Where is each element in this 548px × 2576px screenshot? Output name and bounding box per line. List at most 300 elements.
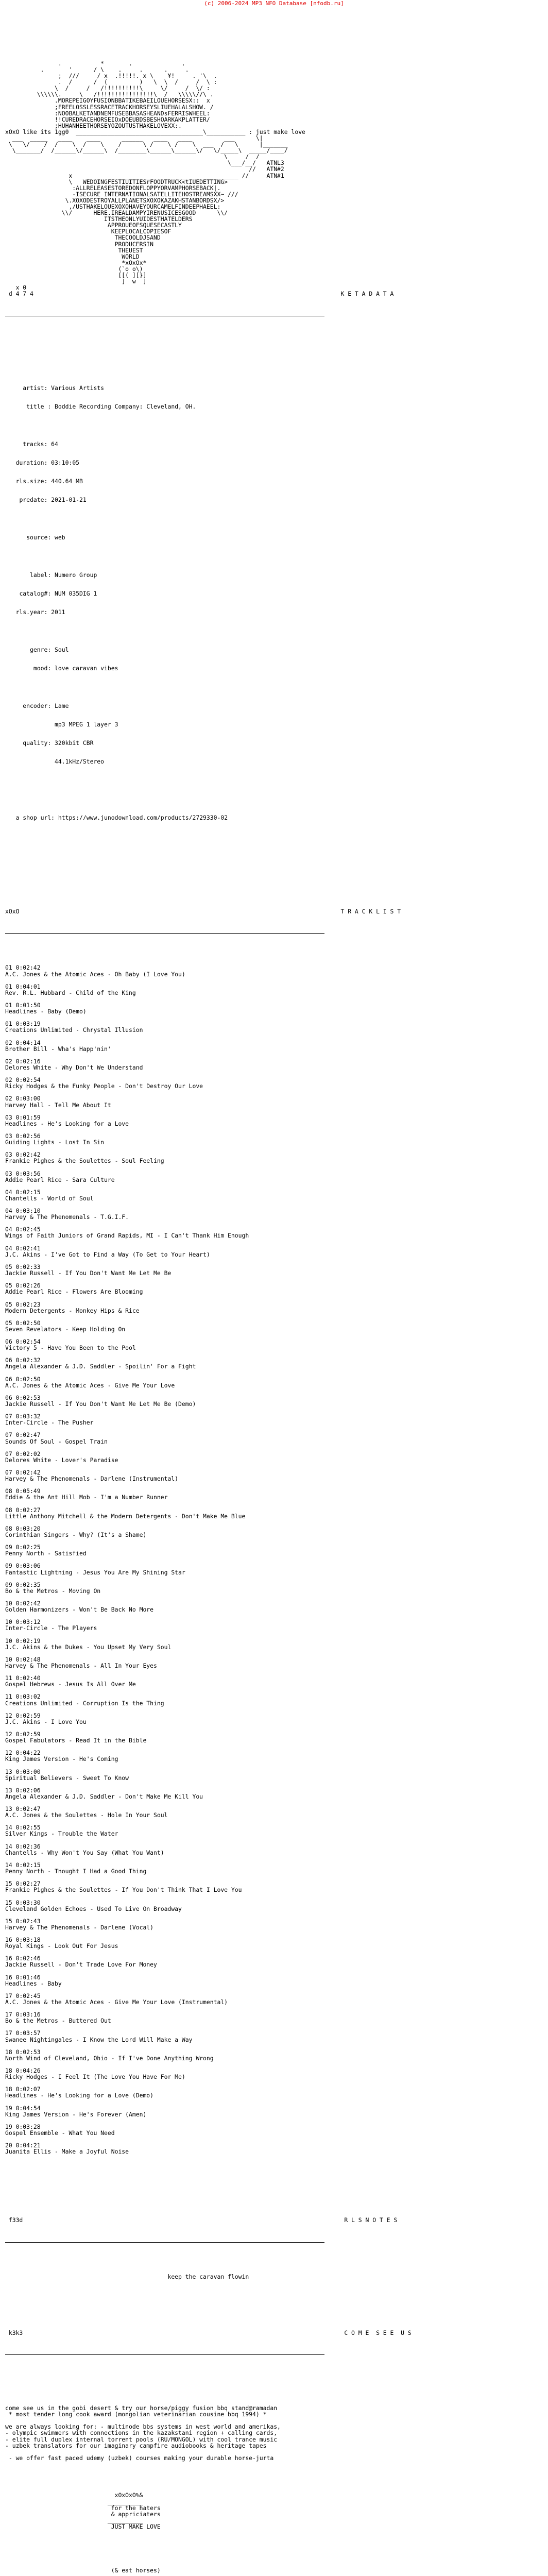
track-number: 06 bbox=[5, 1394, 12, 1401]
track-time: 0:04:14 bbox=[15, 1039, 41, 1046]
ascii-art-line: x 0 bbox=[5, 284, 27, 292]
divider bbox=[5, 927, 324, 934]
track-number: 01 bbox=[5, 964, 12, 972]
track-title: Jackie Russell - If You Don't Want Me Let Me Be bbox=[5, 1269, 172, 1277]
track-time: 0:02:32 bbox=[15, 1357, 41, 1364]
track-title: Penny North - Thought I Had a Good Thing bbox=[5, 1868, 147, 1875]
track-title: Juanita Ellis - Make a Joyful Noise bbox=[5, 2148, 129, 2156]
meta-genre: genre: Soul bbox=[30, 646, 69, 653]
track-number: 04 bbox=[5, 1244, 12, 1252]
track-entry bbox=[5, 1395, 543, 1413]
track-entry bbox=[5, 1544, 543, 1563]
ascii-art-line: ;FREELOSSLESSRACETRACKHORSEYSLIUEHALALSHOW. / bbox=[5, 103, 214, 111]
track-number: 04 bbox=[5, 1207, 12, 1215]
track-time: 0:02:56 bbox=[15, 1132, 41, 1140]
track-entry bbox=[5, 1226, 543, 1245]
track-title: Jackie Russell - If You Don't Want Me Let Me Be (Demo) bbox=[5, 1400, 196, 1408]
track-time: 0:02:53 bbox=[15, 1394, 41, 1401]
track-number: 17 bbox=[5, 1992, 12, 1999]
track-number: 08 bbox=[5, 1524, 12, 1532]
track-time: 0:03:19 bbox=[15, 1020, 41, 1028]
meta-quality-2: 44.1kHz/Stereo bbox=[55, 758, 105, 766]
meta-title: title : Boddie Recording Company: Cleveland, OH. bbox=[26, 403, 196, 410]
track-time: 0:02:42 bbox=[15, 1469, 41, 1477]
track-time: 0:02:42 bbox=[15, 1151, 41, 1159]
contact-line: - we offer fast paced udemy (uzbek) courses making your durable horse-jurta bbox=[5, 2454, 274, 2462]
track-number: 17 bbox=[5, 2011, 12, 2019]
tracklist bbox=[5, 964, 543, 2161]
divider bbox=[5, 2236, 324, 2243]
track-time: 0:02:55 bbox=[15, 1824, 41, 1832]
meta-rls-year: rls.year: 2011 bbox=[15, 608, 65, 616]
divider bbox=[5, 2348, 324, 2355]
track-number: 15 bbox=[5, 1917, 12, 1925]
ascii-art-line: x ___________________________________________ // ATN#1 bbox=[5, 172, 284, 179]
track-title: Delores White - Why Don't We Understand bbox=[5, 1063, 143, 1071]
track-entry bbox=[5, 1413, 543, 1432]
track-title: Angela Alexander & J.D. Saddler - Spoilin' For a Fight bbox=[5, 1363, 196, 1370]
track-title: Penny North - Satisfied bbox=[5, 1550, 87, 1557]
track-number-time bbox=[5, 1769, 543, 1775]
track-title: A.C. Jones & the Atomic Aces - Oh Baby (I Love You) bbox=[5, 970, 185, 978]
track-entry bbox=[5, 1900, 543, 1918]
track-title: Angela Alexander & J.D. Saddler - Don't Make Me Kill You bbox=[5, 1792, 203, 1800]
footer-line bbox=[5, 2542, 543, 2548]
track-time: 0:01:59 bbox=[15, 1113, 41, 1121]
ascii-art-line: . / / ( ) \ \ / / \ : bbox=[5, 78, 217, 86]
track-number: 09 bbox=[5, 1581, 12, 1588]
track-time: 0:02:27 bbox=[15, 1880, 41, 1888]
ascii-art-line: ; /// / x .!!!!!. x \ ¥! . '\ . bbox=[5, 72, 217, 80]
ascii-art-line: ___ _____ ____ ____ ______ ____ ____ ___ \| bbox=[5, 134, 263, 142]
track-entry bbox=[5, 1787, 543, 1806]
track-entry bbox=[5, 2086, 543, 2105]
ascii-art-line: \_______/ /______\/______\ /________\______\______\/ \/_____\ _____/____/ bbox=[5, 147, 288, 155]
meta-quality: quality: 320kbit CBR bbox=[23, 739, 94, 747]
meta-shop-url[interactable]: a shop url: https://www.junodownload.com/products/2729330-02 bbox=[15, 814, 228, 822]
track-number: 03 bbox=[5, 1170, 12, 1177]
track-time: 0:02:54 bbox=[15, 1076, 41, 1084]
track-number: 01 bbox=[5, 1002, 12, 1009]
ascii-art-line: !!CUREDRACEHORSEIOxDOEUBDSBESHOARKAKPLATTER/ bbox=[5, 115, 217, 123]
track-time: 0:02:50 bbox=[15, 1375, 41, 1383]
track-entry bbox=[5, 1208, 543, 1226]
track-number: 10 bbox=[5, 1637, 12, 1645]
track-number: 07 bbox=[5, 1450, 12, 1458]
track-number-time bbox=[5, 1095, 543, 1101]
track-title: Brother Bill - Wha's Happ'nin' bbox=[5, 1045, 111, 1053]
track-title: Royal Kings - Look Out For Jesus bbox=[5, 1942, 118, 1950]
ascii-art-line: \ / / bbox=[5, 153, 260, 161]
footer-art bbox=[5, 2492, 543, 2573]
track-time: 0:03:00 bbox=[15, 1768, 41, 1775]
track-number: 12 bbox=[5, 1749, 12, 1757]
contact-body bbox=[5, 2405, 543, 2461]
track-number-time bbox=[5, 1376, 543, 1382]
ascii-art-line bbox=[5, 35, 543, 41]
notes-header: f33d R L S N O T E S bbox=[5, 2216, 398, 2224]
track-time: 0:02:27 bbox=[15, 1506, 41, 1514]
track-number: 18 bbox=[5, 2067, 12, 2075]
track-entry bbox=[5, 1862, 543, 1880]
track-time: 0:05:49 bbox=[15, 1487, 41, 1495]
track-entry bbox=[5, 1750, 543, 1768]
track-title: Corinthian Singers - Why? (It's a Shame) bbox=[5, 1531, 147, 1538]
meta-artist: artist: Various Artists bbox=[23, 384, 105, 392]
ascii-art-line bbox=[5, 48, 543, 54]
track-entry bbox=[5, 1171, 543, 1189]
contact-line: - olympic swimmers with connections in the kazakstani region + calling cards, bbox=[5, 2429, 278, 2437]
track-number-time bbox=[5, 1843, 543, 1850]
track-title: Inter-Circle - The Pusher bbox=[5, 1419, 94, 1427]
track-number: 02 bbox=[5, 1076, 12, 1084]
track-number-time bbox=[5, 984, 543, 990]
track-entry bbox=[5, 1955, 543, 1974]
track-number: 05 bbox=[5, 1300, 12, 1308]
footer-line: & appriciaters bbox=[5, 2510, 161, 2518]
track-title: Creations Unlimited - Chrystal Illusion bbox=[5, 1026, 143, 1034]
track-title: Fantastic Lightning - Jesus You Are My Shining Star bbox=[5, 1568, 185, 1576]
track-number-time bbox=[5, 1114, 543, 1121]
ascii-art-line: ;HUHANHEETHORSEYOZOUTUSTHAKELOVEXX:. bbox=[5, 122, 182, 129]
track-entry bbox=[5, 1731, 543, 1750]
track-title: Wings of Faith Juniors of Grand Rapids, MI - I Can't Thank Him Enough bbox=[5, 1232, 249, 1240]
track-time: 0:02:41 bbox=[15, 1244, 41, 1252]
track-number-time bbox=[5, 1582, 543, 1588]
track-number: 04 bbox=[5, 1226, 12, 1233]
track-number-time bbox=[5, 964, 543, 971]
track-time: 0:03:28 bbox=[15, 2123, 41, 2130]
track-time: 0:02:54 bbox=[15, 1338, 41, 1346]
ascii-art-line: THEUEST bbox=[5, 246, 143, 254]
ascii-art-line: WORLD bbox=[5, 252, 140, 260]
contact-line: we are always looking for: - multinode bbs systems in west world and amerikas, bbox=[5, 2423, 281, 2431]
track-number-time bbox=[5, 2030, 543, 2036]
track-title: Delores White - Lover's Paradise bbox=[5, 1456, 118, 1464]
track-title: Inter-Circle - The Players bbox=[5, 1624, 97, 1632]
track-title: J.C. Akins & the Dukes - You Upset My Very Soul bbox=[5, 1643, 172, 1651]
track-time: 0:02:15 bbox=[15, 1188, 41, 1196]
track-time: 0:02:46 bbox=[15, 1955, 41, 1962]
track-number: 13 bbox=[5, 1768, 12, 1775]
ascii-art-line: d 4 7 4 K E T A D A T A bbox=[5, 290, 394, 298]
track-number: 12 bbox=[5, 1711, 12, 1719]
ascii-art-line: . ' / \ . . . . bbox=[5, 65, 189, 73]
track-title: Frankie Pighes & the Soulettes - Soul Feeling bbox=[5, 1157, 164, 1165]
ascii-art-header bbox=[5, 16, 543, 297]
track-entry bbox=[5, 1058, 543, 1077]
track-title: Jackie Russell - Don't Trade Love For Money bbox=[5, 1961, 157, 1969]
track-entry bbox=[5, 1264, 543, 1282]
divider bbox=[5, 310, 324, 316]
footer-line bbox=[5, 2548, 543, 2554]
track-number: 07 bbox=[5, 1431, 12, 1439]
track-time: 0:01:46 bbox=[15, 1973, 41, 1981]
track-number-time bbox=[5, 1713, 543, 1719]
track-number: 16 bbox=[5, 1955, 12, 1962]
notes-body: keep the caravan flowin bbox=[5, 2273, 249, 2281]
track-title: Little Anthony Mitchell & the Modern Detergents - Don't Make Me Blue bbox=[5, 1512, 246, 1520]
track-number: 14 bbox=[5, 1861, 12, 1869]
ascii-art-line: .MOREPEIGOYFUSIONBBATIKEBAEILOUEHORSESX:: x bbox=[5, 97, 210, 105]
track-title: Rev. R.L. Hubbard - Child of the King bbox=[5, 989, 136, 996]
track-entry bbox=[5, 1600, 543, 1619]
track-time: 0:03:57 bbox=[15, 2029, 41, 2037]
track-number: 19 bbox=[5, 2123, 12, 2130]
track-time: 0:03:10 bbox=[15, 1207, 41, 1215]
contact-line: come see us in the gobi desert & try our horse/piggy fusion bbq stand@ramadan bbox=[5, 2404, 278, 2412]
track-entry bbox=[5, 1974, 543, 1993]
contact-line: - uzbek translators for our imaginary campfire audiobooks & heritage tapes bbox=[5, 2442, 267, 2449]
track-number-time bbox=[5, 1638, 543, 1644]
track-time: 0:03:18 bbox=[15, 1936, 41, 1944]
track-number: 11 bbox=[5, 1674, 12, 1682]
track-title: Harvey & The Phenomenals - Darlene (Vocal) bbox=[5, 1923, 154, 1931]
track-number: 13 bbox=[5, 1805, 12, 1813]
track-number: 11 bbox=[5, 1693, 12, 1701]
track-entry bbox=[5, 1806, 543, 1824]
track-entry bbox=[5, 1338, 543, 1357]
track-title: Ricky Hodges & the Funky People - Don't Destroy Our Love bbox=[5, 1082, 203, 1090]
track-entry bbox=[5, 2142, 543, 2161]
track-title: Chantells - World of Soul bbox=[5, 1194, 94, 1202]
track-entry bbox=[5, 1301, 543, 1320]
track-entry bbox=[5, 964, 543, 983]
track-entry bbox=[5, 2011, 543, 2030]
ascii-art-line: :ALLRELEASESTOREDONFLOPPYORVAMPHORSEBACK|. bbox=[5, 184, 221, 192]
footer-line bbox=[5, 2561, 543, 2567]
track-entry bbox=[5, 1189, 543, 1208]
track-entry bbox=[5, 1843, 543, 1862]
ascii-art-line: [[( ][}] bbox=[5, 272, 147, 279]
track-entry bbox=[5, 2105, 543, 2124]
track-title: Bo & the Metros - Buttered Out bbox=[5, 2017, 111, 2025]
track-number: 14 bbox=[5, 1842, 12, 1850]
meta-format: mp3 MPEG 1 layer 3 bbox=[55, 720, 118, 728]
track-entry bbox=[5, 2067, 543, 2086]
track-time: 0:04:01 bbox=[15, 982, 41, 990]
footer-line: for the haters bbox=[5, 2504, 161, 2512]
track-title: Swanee Nightingales - I Know the Lord Will Make a Way bbox=[5, 2036, 193, 2043]
meta-rls-size: rls.size: 440.64 MB bbox=[15, 478, 83, 485]
track-title: North Wind of Cleveland, Ohio - If I've Done Anything Wrong bbox=[5, 2054, 214, 2062]
track-number: 20 bbox=[5, 2142, 12, 2149]
track-time: 0:02:43 bbox=[15, 1917, 41, 1925]
track-entry bbox=[5, 1619, 543, 1637]
ascii-art-line bbox=[5, 42, 543, 48]
ascii-art-line: . * . . bbox=[5, 59, 185, 67]
track-entry bbox=[5, 1638, 543, 1656]
ascii-art-line: \ \/ / / \ / \ / \ / \ / \ ___ / \ |_______ bbox=[5, 141, 288, 148]
track-time: 0:03:56 bbox=[15, 1170, 41, 1177]
ascii-art-line: \.XOXODESTROYALLPLANETSXOXOKAZAKHSTANBORDSX/> bbox=[5, 196, 225, 204]
track-entry bbox=[5, 1488, 543, 1506]
track-title: Gospel Ensemble - What You Need bbox=[5, 2129, 115, 2137]
track-number: 09 bbox=[5, 1562, 12, 1570]
track-number: 07 bbox=[5, 1469, 12, 1477]
track-entry bbox=[5, 1095, 543, 1114]
ascii-art-line: PRODUCERSIN bbox=[5, 240, 154, 248]
track-number: 16 bbox=[5, 1936, 12, 1944]
track-number: 04 bbox=[5, 1188, 12, 1196]
track-number: 06 bbox=[5, 1338, 12, 1346]
track-number-time bbox=[5, 1301, 543, 1308]
meta-tracks: tracks: 64 bbox=[23, 440, 58, 448]
meta-mood: mood: love caravan vibes bbox=[33, 664, 118, 672]
track-title: Spiritual Believers - Sweet To Know bbox=[5, 1774, 129, 1782]
track-time: 0:02:45 bbox=[15, 1992, 41, 1999]
track-time: 0:03:32 bbox=[15, 1413, 41, 1420]
track-number: 08 bbox=[5, 1487, 12, 1495]
track-number: 13 bbox=[5, 1786, 12, 1794]
track-number: 01 bbox=[5, 1020, 12, 1028]
track-number: 15 bbox=[5, 1880, 12, 1888]
track-number-time bbox=[5, 1245, 543, 1251]
track-entry bbox=[5, 1245, 543, 1264]
track-time: 0:03:02 bbox=[15, 1693, 41, 1701]
track-title: Victory 5 - Have You Been to the Pool bbox=[5, 1344, 136, 1352]
track-number-time bbox=[5, 1693, 543, 1700]
track-time: 0:02:36 bbox=[15, 1842, 41, 1850]
track-number-time bbox=[5, 1563, 543, 1569]
track-number: 10 bbox=[5, 1600, 12, 1607]
track-time: 0:03:16 bbox=[15, 2011, 41, 2019]
track-title: Chantells - Why Won't You Say (What You Want) bbox=[5, 1849, 164, 1856]
track-time: 0:02:40 bbox=[15, 1674, 41, 1682]
track-time: 0:02:59 bbox=[15, 1730, 41, 1738]
ascii-art-line: :NOOBALKETANDNEMFUSEBBASASHEANDsFERRISWHEEL: bbox=[5, 109, 214, 117]
track-title: Addie Pearl Rice - Flowers Are Blooming bbox=[5, 1288, 143, 1296]
track-entry bbox=[5, 1582, 543, 1600]
track-entry bbox=[5, 1769, 543, 1787]
ascii-art-line: ITSTHEONLYUIDESTHATELDERS bbox=[5, 215, 193, 223]
track-title: Gospel Fabulators - Read It in the Bible bbox=[5, 1737, 147, 1744]
track-time: 0:02:35 bbox=[15, 1581, 41, 1588]
track-title: Golden Harmonizers - Won't Be Back No More bbox=[5, 1606, 154, 1614]
ascii-art-line: \ WEDOINGFESTIUITIESrFOODTRUCK<tIUEDETTING> bbox=[5, 178, 228, 185]
track-number: 05 bbox=[5, 1263, 12, 1270]
contact-header: k3k3 C O M E S E E U S bbox=[5, 2329, 412, 2336]
track-entry bbox=[5, 1526, 543, 1544]
track-time: 0:02:42 bbox=[15, 964, 41, 972]
track-entry bbox=[5, 1114, 543, 1133]
track-title: Bo & the Metros - Moving On bbox=[5, 1587, 101, 1595]
track-number-time bbox=[5, 1900, 543, 1906]
ascii-art-line: THECOOLDJSAND bbox=[5, 234, 161, 242]
ascii-art-line: ] w ] bbox=[5, 278, 147, 285]
meta-encoder: encoder: Lame bbox=[23, 702, 69, 709]
track-number: 06 bbox=[5, 1357, 12, 1364]
track-title: Creations Unlimited - Corruption Is the Thing bbox=[5, 1699, 164, 1707]
track-number: 16 bbox=[5, 1973, 12, 1981]
track-time: 0:03:12 bbox=[15, 1618, 41, 1626]
track-entry bbox=[5, 1563, 543, 1581]
track-number: 05 bbox=[5, 1319, 12, 1327]
track-title: Seven Revelators - Keep Holding On bbox=[5, 1325, 126, 1333]
track-entry bbox=[5, 1880, 543, 1899]
track-entry bbox=[5, 1282, 543, 1301]
ascii-art-line: xOxO like its 1gg0 ____________________________________\___________ : just make love bbox=[5, 128, 305, 135]
track-title: Harvey Hall - Tell Me About It bbox=[5, 1101, 111, 1109]
meta-catalog: catalog#: NUM 035DIG 1 bbox=[19, 589, 97, 597]
track-title: Harvey & The Phenomenals - T.G.I.F. bbox=[5, 1213, 129, 1221]
track-entry bbox=[5, 1376, 543, 1395]
track-time: 0:02:48 bbox=[15, 1655, 41, 1663]
meta-duration: duration: 03:10:05 bbox=[15, 459, 80, 466]
track-title: Sounds Of Soul - Gospel Train bbox=[5, 1437, 108, 1445]
track-entry bbox=[5, 1021, 543, 1039]
track-time: 0:02:25 bbox=[15, 1544, 41, 1551]
ascii-art-line: \ / / /!!!!!!!!!!\ \/ / \/ : bbox=[5, 84, 210, 92]
track-entry bbox=[5, 1507, 543, 1526]
copyright-banner: (c) 2006-2024 MP3 NFO Database [nfodb.ru] bbox=[204, 0, 344, 7]
track-entry bbox=[5, 2049, 543, 2067]
track-title: A.C. Jones & the Atomic Aces - Give Me Your Love (Instrumental) bbox=[5, 1998, 228, 2006]
track-title: Headlines - Baby (Demo) bbox=[5, 1008, 87, 1015]
track-entry bbox=[5, 1656, 543, 1675]
track-title: King James Version - He's Coming bbox=[5, 1755, 118, 1763]
track-time: 0:02:50 bbox=[15, 1319, 41, 1327]
track-entry bbox=[5, 1151, 543, 1170]
track-time: 0:02:06 bbox=[15, 1786, 41, 1794]
track-entry bbox=[5, 1675, 543, 1693]
track-time: 0:02:42 bbox=[15, 1600, 41, 1607]
track-entry bbox=[5, 1824, 543, 1843]
track-title: A.C. Jones & the Soulettes - Hole In Your Soul bbox=[5, 1811, 168, 1819]
track-number: 07 bbox=[5, 1413, 12, 1420]
track-title: Harvey & The Phenomenals - Darlene (Instrumental) bbox=[5, 1475, 179, 1483]
track-title: Silver Kings - Trouble the Water bbox=[5, 1830, 118, 1838]
track-number: 02 bbox=[5, 1039, 12, 1046]
ascii-art-line bbox=[5, 29, 543, 35]
track-entry bbox=[5, 1937, 543, 1955]
track-time: 0:04:54 bbox=[15, 2104, 41, 2112]
track-entry bbox=[5, 2030, 543, 2048]
track-title: Guiding Lights - Lost In Sin bbox=[5, 1139, 105, 1146]
track-number-time bbox=[5, 1507, 543, 1513]
track-time: 0:03:06 bbox=[15, 1562, 41, 1570]
track-entry bbox=[5, 1357, 543, 1376]
ascii-art-line: *xOxOx* bbox=[5, 259, 147, 266]
track-number: 02 bbox=[5, 1095, 12, 1103]
track-entry bbox=[5, 1451, 543, 1469]
track-number-time bbox=[5, 2105, 543, 2111]
track-title: J.C. Akins - I've Got to Find a Way (To Get to Your Heart) bbox=[5, 1250, 210, 1258]
track-title: Headlines - Baby bbox=[5, 1979, 62, 1987]
meta-predate: predate: 2021-01-21 bbox=[19, 496, 87, 504]
ascii-art-line: // ATN#2 bbox=[5, 165, 284, 173]
track-number: 10 bbox=[5, 1655, 12, 1663]
nfo-document bbox=[5, 4, 543, 2576]
track-entry bbox=[5, 1469, 543, 1488]
track-number-time bbox=[5, 1040, 543, 1046]
track-time: 0:02:53 bbox=[15, 2048, 41, 2056]
track-entry bbox=[5, 2124, 543, 2142]
ascii-art-line: \___/__/ ATNL3 bbox=[5, 159, 284, 167]
track-title: Modern Detergents - Monkey Hips & Rice bbox=[5, 1307, 140, 1314]
track-time: 0:02:26 bbox=[15, 1282, 41, 1290]
track-entry bbox=[5, 1693, 543, 1712]
meta-label: label: Numero Group bbox=[30, 571, 97, 579]
track-entry bbox=[5, 984, 543, 1002]
footer-line: xOxOxO%& bbox=[5, 2492, 143, 2499]
track-entry bbox=[5, 1320, 543, 1338]
track-time: 0:03:30 bbox=[15, 1899, 41, 1906]
track-entry bbox=[5, 1133, 543, 1151]
track-title: Gospel Hebrews - Jesus Is All Over Me bbox=[5, 1681, 136, 1688]
track-number-time bbox=[5, 1171, 543, 1177]
track-time: 0:02:02 bbox=[15, 1450, 41, 1458]
